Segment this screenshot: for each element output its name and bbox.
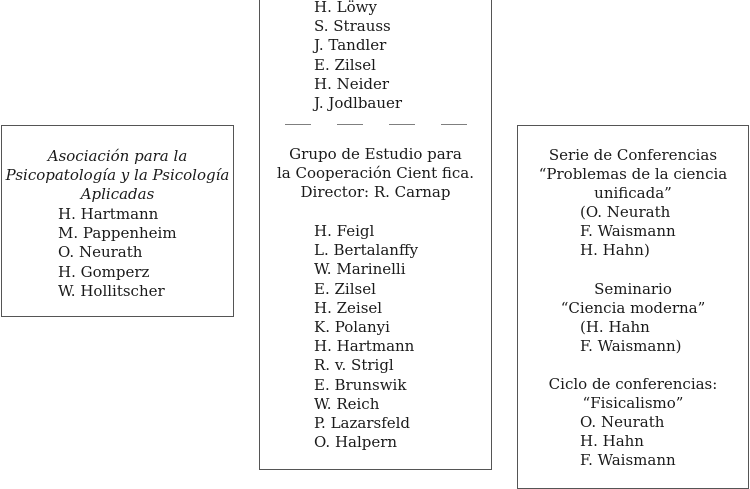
title-line: Asociación para la — [47, 147, 188, 165]
member-name: H. Neider — [314, 74, 390, 93]
person-name: H. Hahn — [580, 432, 644, 451]
member-name: L. Bertalanffy — [314, 241, 419, 260]
study-group-title — [260, 145, 491, 203]
title-line: unificada” — [594, 184, 672, 203]
seminar-people-list — [580, 318, 682, 356]
member-name: S. Strauss — [314, 17, 391, 36]
title-line: Ciclo de conferencias: — [548, 375, 718, 393]
person-name: (O. Neurath — [580, 203, 671, 221]
person-name: F. Waismann — [580, 451, 676, 470]
member-name: E. Brunswik — [314, 375, 407, 394]
title-line: Grupo de Estudio para — [289, 145, 462, 163]
seminar-title — [518, 280, 748, 318]
title-line: Aplicadas — [80, 185, 155, 204]
member-name: J. Tandler — [314, 36, 387, 55]
member-name: J. Jodlbauer — [314, 93, 403, 112]
series-people-list — [580, 203, 676, 261]
person-name: O. Neurath — [580, 413, 665, 431]
title-line: Seminario — [594, 280, 672, 298]
series-title — [518, 146, 748, 204]
title-line: “Ciencia moderna” — [560, 299, 706, 318]
title-line: Serie de Conferencias — [548, 146, 718, 164]
member-name: R. v. Strigl — [314, 356, 394, 375]
top-members-list — [314, 0, 402, 113]
member-name: H. Feigl — [314, 222, 375, 240]
top-group-box — [259, 0, 492, 126]
title-line: “Fisicalismo” — [582, 394, 684, 413]
director-line: Director: R. Carnap — [300, 183, 451, 202]
person-name: H. Hahn) — [580, 241, 650, 260]
member-name: H. Löwy — [314, 0, 377, 16]
title-line: la Cooperación Cient fica. — [276, 164, 475, 183]
association-title — [2, 147, 233, 205]
study-group-box — [259, 125, 492, 470]
conferences-box — [517, 125, 749, 489]
member-name: H. Zeisel — [314, 298, 383, 317]
member-name: H. Gomperz — [58, 262, 150, 281]
member-name: E. Zilsel — [314, 279, 376, 298]
member-name: M. Pappenheim — [58, 224, 177, 243]
member-name: H. Hartmann — [58, 205, 159, 223]
association-members-list — [58, 205, 177, 301]
person-name: (H. Hahn — [580, 318, 650, 336]
member-name: P. Lazarsfeld — [314, 413, 411, 432]
cycle-title — [518, 375, 748, 413]
study-group-members-list — [314, 222, 418, 452]
member-name: E. Zilsel — [314, 55, 376, 74]
member-name: K. Polanyi — [314, 317, 390, 336]
member-name: W. Marinelli — [314, 260, 406, 279]
member-name: W. Reich — [314, 394, 380, 413]
person-name: F. Waismann — [580, 222, 676, 241]
title-line: Psicopatología y la Psicología — [5, 166, 230, 185]
person-name: F. Waismann) — [580, 337, 682, 356]
cycle-people-list — [580, 413, 676, 471]
member-name: O. Neurath — [58, 243, 143, 262]
member-name: H. Hartmann — [314, 337, 415, 356]
member-name: W. Hollitscher — [58, 281, 165, 300]
member-name: O. Halpern — [314, 433, 398, 452]
association-box — [1, 125, 234, 317]
title-line: “Problemas de la ciencia — [538, 165, 728, 184]
